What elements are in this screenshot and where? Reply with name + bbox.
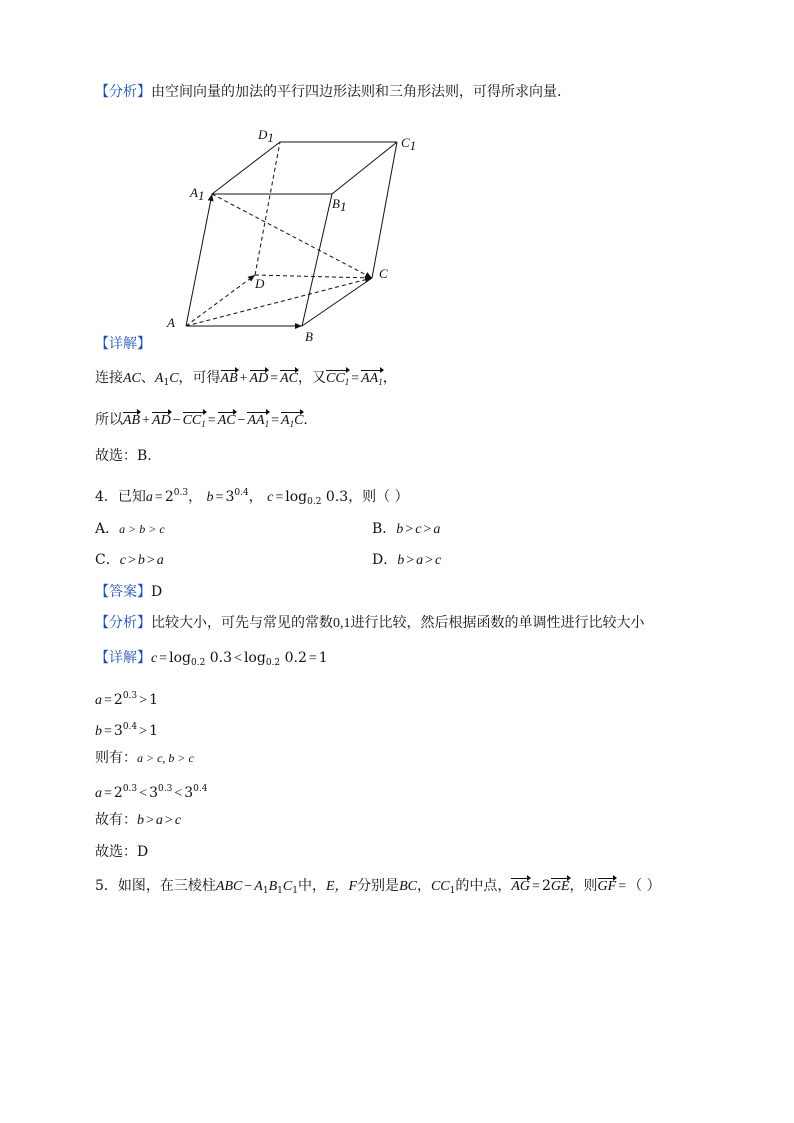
label-B1: B1: [332, 196, 347, 214]
analysis-line-2: 【分析】比较大小，可先与常见的常数0,1进行比较，然后根据函数的单调性进行比较大小: [95, 615, 645, 631]
question-5-stem: 5．如图，在三棱柱ABC − $A_1B_1C_1$中，E，F分别是BC，$CC_1$的中点，AG = 2GE，则GF = （ ）: [95, 878, 661, 896]
edge-B1-B: [302, 194, 332, 326]
analysis-text: 由空间向量的加法的平行四边形法则和三角形法则，可得所求向量.: [151, 84, 562, 100]
label-A1: A1: [190, 185, 205, 203]
detail-line-3: 【详解】$c = \log_{0.2} 0.3 < \log_{0.2} 0.2 = 1$: [95, 650, 328, 668]
detail-line-2: 所以AB + AD − $CC_1$ = AC − $AA_1 = A_1C$.: [95, 410, 308, 434]
edge-B1-C1: [332, 142, 397, 194]
analysis-tag: 【分析】: [95, 84, 151, 100]
edge-D-D1: [255, 142, 280, 275]
detail-tag-line-1: [95, 334, 151, 354]
detail-line-8: 故有：b > a > c: [95, 812, 182, 828]
edge-C1-C: [372, 142, 397, 278]
detail-line-7: $a = 2^{0.3} < 3^{0.3} < 3^{0.4}$: [95, 784, 208, 801]
analysis-line-1: [95, 82, 561, 102]
edge-A1-C: [212, 194, 372, 278]
detail-line-5: $b = 3^{0.4} > 1$: [95, 722, 158, 739]
parallelepiped-figure: [160, 120, 430, 345]
label-B: B: [305, 329, 313, 344]
label-D1: D1: [258, 127, 274, 145]
edge-A1-D1: [212, 142, 280, 194]
answer-line-1: 故选：B.: [95, 448, 152, 464]
answer-value: D: [151, 584, 163, 600]
edge-A-A1: [186, 194, 212, 326]
answer-tag: 【答案】: [95, 584, 151, 600]
label-C1: C1: [401, 135, 417, 153]
answer-line-3: 故选：D: [95, 844, 149, 860]
detail-tag: 【详解】: [95, 336, 151, 352]
detail-line-4: $a = 2^{0.3} > 1$: [95, 691, 158, 708]
question-4-stem: 4．已知$a = 2^{0.3}$， $b = 3^{0.4}$， $c = \log_{0.2} 0.3$，则（ ）: [95, 488, 409, 507]
detail-line-1: 连接AC、$A_1C$，可得AB + AD = AC，又$CC_1 = AA_1$，: [95, 368, 397, 393]
option-d: D．b > a > c: [372, 552, 442, 568]
detail-line-6: 则有：a > c, b > c: [95, 750, 194, 766]
edge-A-D: [186, 275, 255, 326]
answer-line-2: [95, 582, 162, 602]
edge-A-C: [186, 278, 372, 326]
option-b: B．b > c > a: [372, 521, 441, 537]
option-a: A．a > b > c: [95, 521, 165, 537]
label-D: D: [255, 276, 265, 291]
option-c: C．c > b > a: [95, 552, 164, 568]
label-A: A: [167, 315, 175, 330]
edge-B-C: [302, 278, 372, 326]
label-C: C: [379, 266, 388, 281]
